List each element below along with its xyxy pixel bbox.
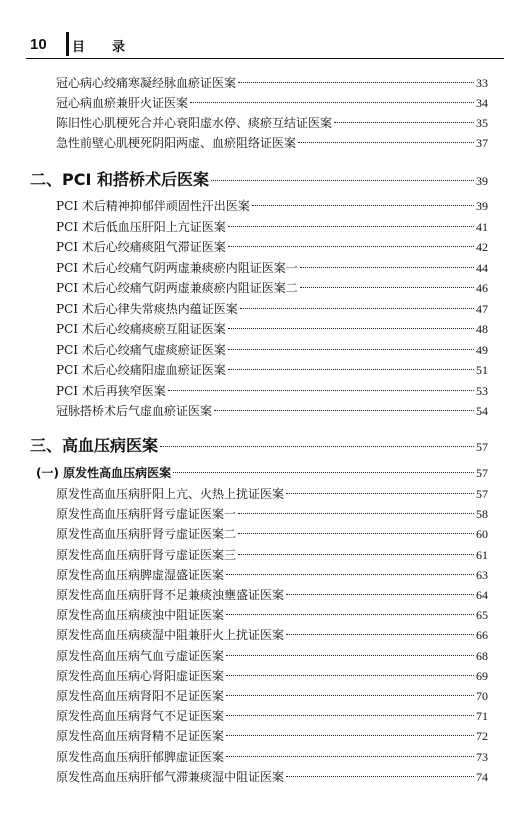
toc-entry[interactable] [56, 524, 488, 544]
dot-leader [226, 574, 474, 575]
toc-entry-title: 急性前壁心肌梗死阴阳两虚、血瘀阻络证医案 [56, 136, 297, 150]
toc-entry-title: 原发性高血压病肝阳上亢、火热上扰证医案 [56, 487, 285, 501]
dot-leader [160, 446, 474, 447]
toc-entry-title: 冠心病心绞痛寒凝经脉血瘀证医案 [56, 76, 237, 90]
dot-leader [211, 180, 474, 181]
toc-entry-page: 37 [476, 136, 488, 150]
toc-entry[interactable] [56, 278, 488, 298]
toc-entry-title: 原发性高血压病心肾阳虚证医案 [56, 668, 225, 683]
toc-entry[interactable] [56, 133, 488, 153]
toc-entry-title: 原发性高血压病肝肾亏虚证医案二 [56, 527, 237, 542]
toc-entry-title: 二、PCI 和搭桥术后医案 [30, 170, 209, 189]
toc-entry-title: 原发性高血压病肝肾亏虚证医案一 [56, 507, 237, 522]
toc-entry[interactable] [56, 299, 488, 319]
toc-entry-title: (一) 原发性高血压病医案 [36, 466, 172, 480]
toc-entry[interactable] [56, 646, 488, 666]
toc-entry[interactable] [56, 747, 488, 767]
toc-entry-page: 69 [476, 668, 488, 683]
dot-leader [238, 513, 474, 514]
toc-entry-title: PCI 术后心绞痛气阴两虚兼痰瘀内阻证医案二 [56, 281, 298, 295]
toc-entry[interactable] [56, 666, 488, 686]
dot-leader [190, 102, 474, 103]
dot-leader [298, 142, 474, 143]
header-tag: 目 [72, 40, 86, 55]
dot-leader [238, 82, 474, 83]
toc-entry[interactable] [56, 605, 488, 625]
dot-leader [286, 594, 474, 595]
toc-entry[interactable] [56, 217, 488, 237]
toc-entry-page: 58 [476, 507, 488, 522]
toc-entry[interactable] [56, 625, 488, 645]
toc-entry-page: 54 [476, 404, 488, 418]
toc-entry-page: 70 [476, 689, 488, 703]
toc-entry[interactable] [56, 585, 488, 605]
toc-entry[interactable] [56, 340, 488, 360]
page-number: 10 [30, 36, 47, 53]
page-header [26, 30, 504, 60]
toc-entry[interactable] [56, 113, 488, 133]
toc-entry-title: PCI 术后心律失常痰热内蕴证医案 [56, 301, 238, 316]
toc-entry[interactable] [56, 237, 488, 257]
toc-entry-page: 53 [476, 383, 488, 398]
dot-leader [252, 205, 474, 206]
toc-entry[interactable] [56, 196, 488, 216]
header-title: 录 [112, 40, 126, 55]
toc-entry-page: 49 [476, 342, 488, 357]
toc-entry-page: 66 [476, 628, 488, 643]
toc-entry-page: 63 [476, 567, 488, 582]
toc-entry-page: 41 [476, 219, 488, 234]
section-heading[interactable] [30, 168, 488, 192]
toc-entry-page: 60 [476, 527, 488, 542]
dot-leader [226, 735, 474, 736]
toc-entry-title: 冠脉搭桥术后气虚血瘀证医案 [56, 404, 213, 418]
toc-entry-page: 71 [476, 709, 488, 724]
dot-leader [228, 246, 474, 247]
dot-leader [214, 410, 474, 411]
toc-entry[interactable] [56, 401, 488, 421]
dot-leader [240, 308, 474, 309]
toc-entry-page: 51 [476, 363, 488, 377]
toc-entry-page: 57 [476, 466, 488, 480]
dot-leader [286, 493, 474, 494]
toc-entry-page: 73 [476, 749, 488, 764]
dot-leader [286, 776, 474, 777]
toc-entry[interactable] [56, 319, 488, 339]
toc-entry-page: 64 [476, 588, 488, 602]
subsection-heading[interactable] [36, 463, 488, 483]
toc-entry-title: PCI 术后精神抑郁伴顽固性汗出医案 [56, 199, 250, 213]
dot-leader [168, 390, 474, 391]
dot-leader [238, 533, 474, 534]
toc-entry-title: PCI 术后心绞痛痰阻气滞证医案 [56, 240, 226, 254]
toc-entry-page: 48 [476, 322, 488, 336]
toc-entry-page: 65 [476, 608, 488, 623]
toc-entry-title: 原发性高血压病肾阳不足证医案 [56, 689, 225, 703]
toc-entry[interactable] [56, 73, 488, 93]
toc-entry-page: 61 [476, 547, 488, 562]
toc-entry-page: 74 [476, 769, 488, 784]
toc-entry-title: 原发性高血压病肝肾不足兼痰浊壅盛证医案 [56, 588, 285, 602]
toc-entry-title: 原发性高血压病肝郁脾虚证医案 [56, 749, 225, 764]
toc-entry-title: PCI 术后低血压肝阳上亢证医案 [56, 219, 226, 234]
dot-leader [226, 715, 474, 716]
toc-entry-title: PCI 术后心绞痛气虚痰瘀证医案 [56, 342, 226, 357]
toc-entry[interactable] [56, 504, 488, 524]
dot-leader [173, 472, 474, 473]
toc-entry-title: 原发性高血压病肝郁气滞兼痰湿中阻证医案 [56, 769, 285, 784]
toc-entry-page: 46 [476, 281, 488, 295]
toc-entry-title: 原发性高血压病肾气不足证医案 [56, 709, 225, 724]
toc-entry[interactable] [56, 686, 488, 706]
toc-entry-title: 原发性高血压病肾精不足证医案 [56, 729, 225, 744]
dot-leader [226, 614, 474, 615]
dot-leader [334, 122, 474, 123]
toc-entry-title: 原发性高血压病痰湿中阻兼肝火上扰证医案 [56, 628, 285, 643]
toc-entry-title: 原发性高血压病脾虚湿盛证医案 [56, 567, 225, 582]
toc-entry-page: 47 [476, 301, 488, 316]
dot-leader [226, 756, 474, 757]
toc-entry[interactable] [56, 360, 488, 380]
toc-entry-title: PCI 术后心绞痛阳虚血瘀证医案 [56, 363, 226, 377]
dot-leader [300, 267, 474, 268]
toc-entry[interactable] [56, 767, 488, 787]
toc-entry-page: 34 [476, 96, 488, 110]
toc-entry-title: 原发性高血压病肝肾亏虚证医案三 [56, 547, 237, 562]
toc-entry[interactable] [56, 258, 488, 278]
dot-leader [228, 226, 474, 227]
dot-leader [228, 369, 474, 370]
toc-entry-page: 68 [476, 648, 488, 663]
dot-leader [238, 554, 474, 555]
toc-entry-title: 三、高血压病医案 [30, 436, 159, 455]
header-rule [26, 58, 504, 59]
toc-entry[interactable] [56, 726, 488, 746]
toc-entry-title: PCI 术后再狭窄医案 [56, 383, 166, 398]
toc-entry-title: PCI 术后心绞痛气阴两虚兼痰瘀内阻证医案一 [56, 260, 298, 275]
toc-entry-title: 陈旧性心肌梗死合并心衰阳虚水停、痰瘀互结证医案 [56, 116, 333, 130]
toc-entry-title: 冠心病血瘀兼肝火证医案 [56, 96, 189, 110]
toc-entry-title: 原发性高血压病痰浊中阻证医案 [56, 608, 225, 623]
dot-leader [228, 328, 474, 329]
toc-entry[interactable] [56, 484, 488, 504]
dot-leader [286, 634, 474, 635]
toc-entry-page: 72 [476, 729, 488, 744]
dot-leader [226, 695, 474, 696]
dot-leader [226, 655, 474, 656]
toc-entry[interactable] [56, 706, 488, 726]
toc-entry-page: 35 [476, 116, 488, 130]
section-heading[interactable] [30, 434, 488, 458]
dot-leader [226, 675, 474, 676]
toc-entry-page: 33 [476, 76, 488, 90]
dot-leader [228, 349, 474, 350]
toc-entry-title: PCI 术后心绞痛痰瘀互阻证医案 [56, 322, 226, 336]
toc-entry-page: 57 [476, 487, 488, 501]
toc-entry-page: 57 [476, 440, 488, 454]
toc-entry[interactable] [56, 93, 488, 113]
toc-entry-page: 39 [476, 174, 488, 188]
toc-entry[interactable] [56, 381, 488, 401]
toc-entry-page: 44 [476, 260, 488, 275]
toc-entry-page: 39 [476, 199, 488, 213]
toc-entry[interactable] [56, 565, 488, 585]
toc-entry[interactable] [56, 545, 488, 565]
toc-entry-title: 原发性高血压病气血亏虚证医案 [56, 648, 225, 663]
dot-leader [300, 287, 474, 288]
toc-entry-page: 42 [476, 240, 488, 254]
